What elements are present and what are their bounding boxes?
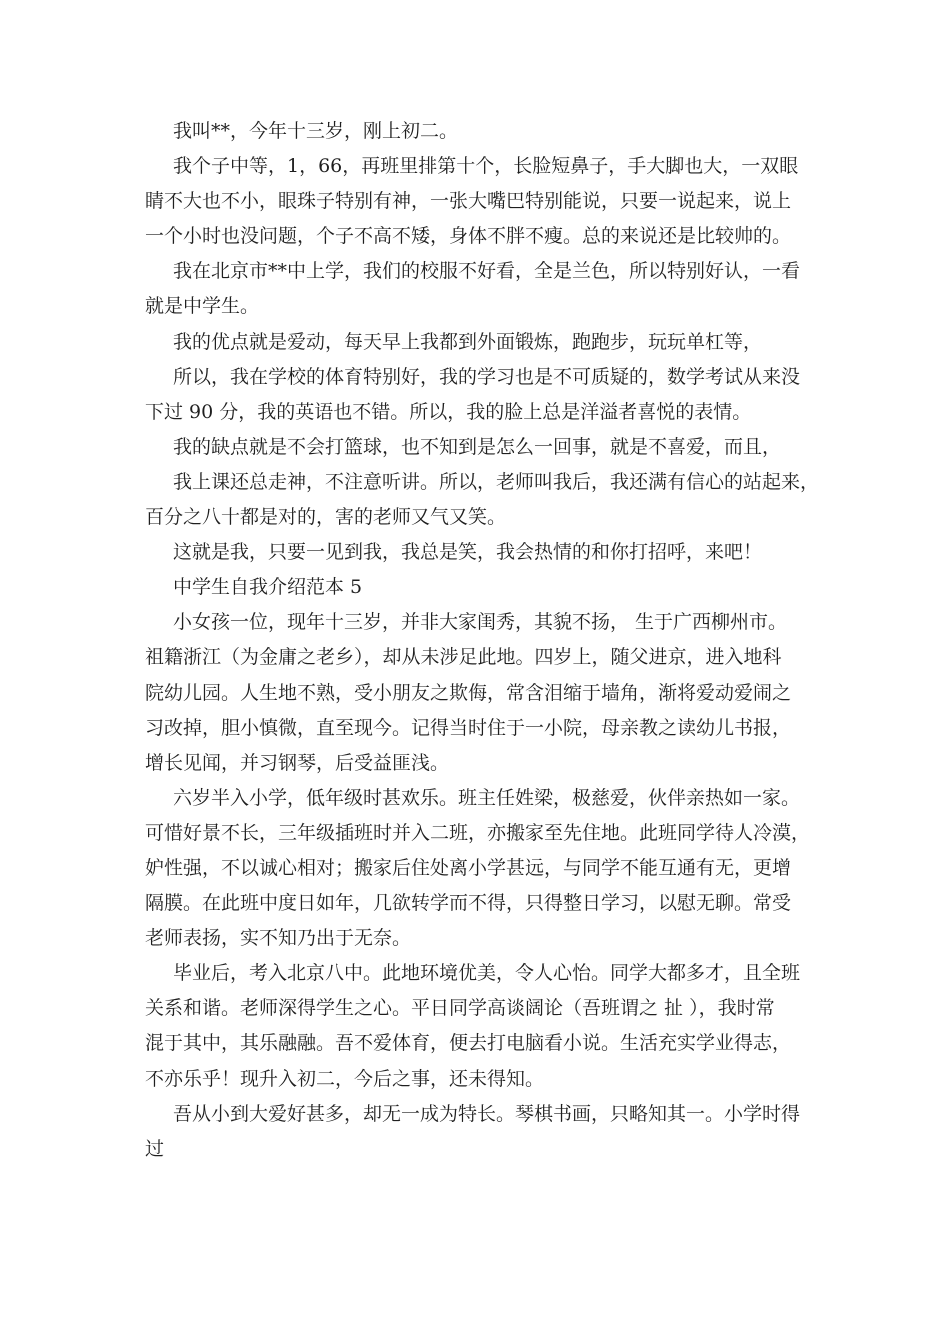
text-line: 我上课还总走神，不注意听讲。所以，老师叫我后，我还满有信心的站起来， [173,470,820,493]
text-line: 就是中学生。 [145,295,260,318]
text-line: 妒性强，不以诚心相对；搬家后住处离小学甚远，与同学不能互通有无，更增 [145,856,792,879]
text-line: 小女孩一位，现年十三岁，并非大家闺秀，其貌不扬， 生于广西柳州市。 [173,611,788,634]
text-line: 我个子中等，1，66，再班里排第十个，长脸短鼻子，手大脚也大，一双眼 [173,155,799,178]
text-line: 习改掉，胆小慎微，直至现今。记得当时住于一小院，母亲教之读幼儿书报， [145,716,792,739]
text-line: 我的缺点就是不会打篮球，也不知到是怎么一回事，就是不喜爱，而且， [173,435,782,458]
text-line: 吾从小到大爱好甚多，却无一成为特长。琴棋书画，只略知其一。小学时得 [173,1102,801,1125]
text-line: 六岁半入小学，低年级时甚欢乐。班主任姓梁，极慈爱，伙伴亲热如一家。 [173,786,801,809]
text-line: 老师表扬，实不知乃出于无奈。 [145,927,412,950]
text-line: 中学生自我介绍范本 5 [173,576,363,599]
text-line: 增长见闻，并习钢琴，后受益匪浅。 [145,751,450,774]
text-line: 所以，我在学校的体育特别好，我的学习也是不可质疑的，数学考试从来没 [173,365,801,388]
text-line: 我的优点就是爱动，每天早上我都到外面锻炼，跑跑步，玩玩单杠等， [173,330,763,353]
document-body [145,114,825,1167]
text-line: 下过 90 分，我的英语也不错。所以，我的脸上总是洋溢者喜悦的表情。 [145,400,752,423]
text-line: 过 [145,1137,165,1160]
text-line: 睛不大也不小，眼珠子特别有神，一张大嘴巴特别能说，只要一说起来，说上 [145,190,792,213]
text-line: 可惜好景不长，三年级插班时并入二班，亦搬家至先住地。此班同学待人冷漠， [145,821,811,844]
text-line: 百分之八十都是对的，害的老师又气又笑。 [145,506,507,529]
text-line: 不亦乐乎！现升入初二，今后之事，还未得知。 [145,1067,545,1090]
text-line: 毕业后，考入北京八中。此地环境优美，令人心怡。同学大都多才，且全班 [173,962,801,985]
text-line: 隔膜。在此班中度日如年，几欲转学而不得，只得整日学习，以慰无聊。常受 [145,892,792,915]
text-line: 这就是我，只要一见到我，我总是笑，我会热情的和你打招呼，来吧！ [173,541,763,564]
text-line: 院幼儿园。人生地不熟，受小朋友之欺侮，常含泪缩于墙角，渐将爱动爱闹之 [145,681,792,704]
text-line: 一个小时也没问题，个子不高不矮，身体不胖不瘦。总的来说还是比较帅的。 [145,225,792,248]
text-line: 混于其中，其乐融融。吾不爱体育，便去打电脑看小说。生活充实学业得志， [145,1032,792,1055]
text-line: 祖籍浙江（为金庸之老乡），却从未涉足此地。四岁上，随父进京，进入地科 [145,646,782,669]
text-line: 关系和谐。老师深得学生之心。平日同学高谈阔论（吾班谓之 扯 ），我时常 [145,997,775,1020]
text-line: 我叫**，今年十三岁，刚上初二。 [173,120,459,142]
text-line: 我在北京市**中上学，我们的校服不好看，全是兰色，所以特别好认，一看 [173,260,801,283]
